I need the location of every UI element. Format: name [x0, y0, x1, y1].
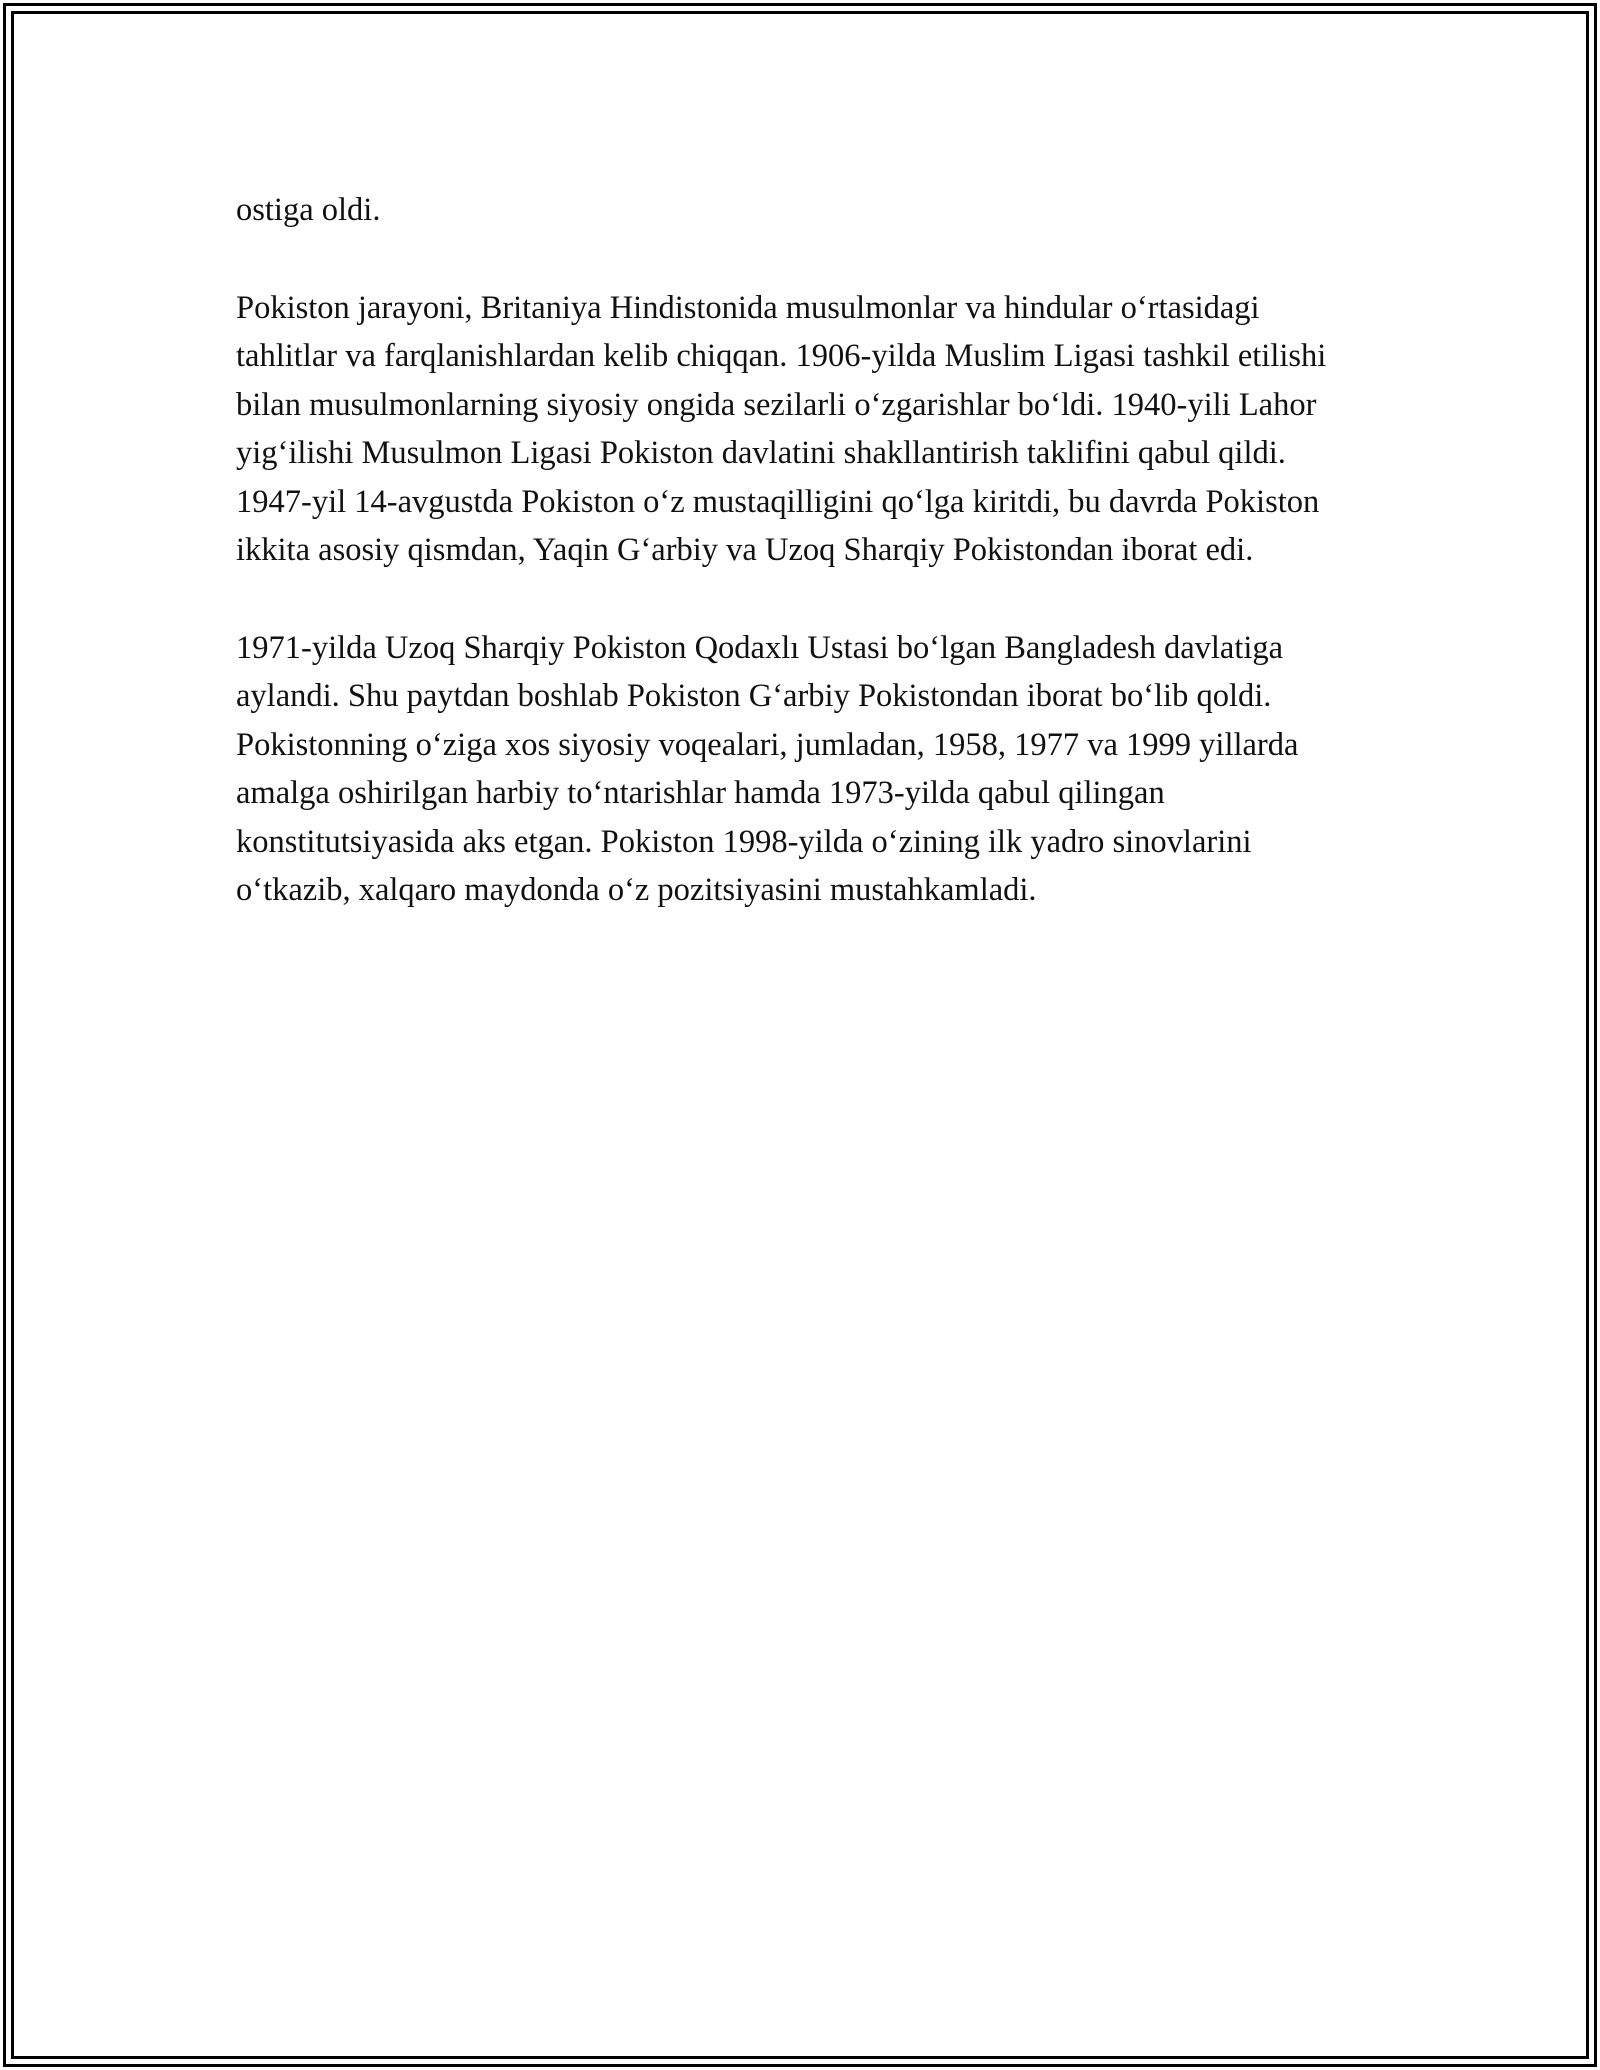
document-body [236, 186, 1364, 964]
paragraph-1: ostiga oldi. [236, 192, 381, 228]
paragraph-2: Pokiston jarayoni, Britaniya Hindistonida musulmonlar va hindular o‘rtasidagi tahlitlar va farqlanishlardan kelib chiqqan. 1906-yilda Muslim Ligasi tashkil etilishi bilan musulmonlarning siyosiy ongida sezilarli o‘zgarishlar bo‘ldi. 1940-yili Lahor yig‘ilishi Musulmon Ligasi Pokiston davlatini shakllantirish taklifini qabul qildi. 1947-yil 14-avgustda Pokiston o‘z mustaqilligini qo‘lga kiritdi, bu davrda Pokiston ikkita asosiy qismdan, Yaqin G‘arbiy va Uzoq Sharqiy Pokistondan iborat edi. [236, 289, 1327, 568]
paragraph-3: 1971-yilda Uzoq Sharqiy Pokiston Qodaxlı Ustasi bo‘lgan Bangladesh davlatiga aylandi. Shu paytdan boshlab Pokiston G‘arbiy Pokistondan iborat bo‘lib qoldi. Pokistonning o‘ziga xos siyosiy voqealari, jumladan, 1958, 1977 va 1999 yillarda amalga oshirilgan harbiy to‘ntarishlar hamda 1973-yilda qabul qilingan konstitutsiyasida aks etgan. Pokiston 1998-yilda o‘zining ilk yadro sinovlarini o‘tkazib, xalqaro maydonda o‘z pozitsiyasini mustahkamladi. [236, 629, 1299, 908]
